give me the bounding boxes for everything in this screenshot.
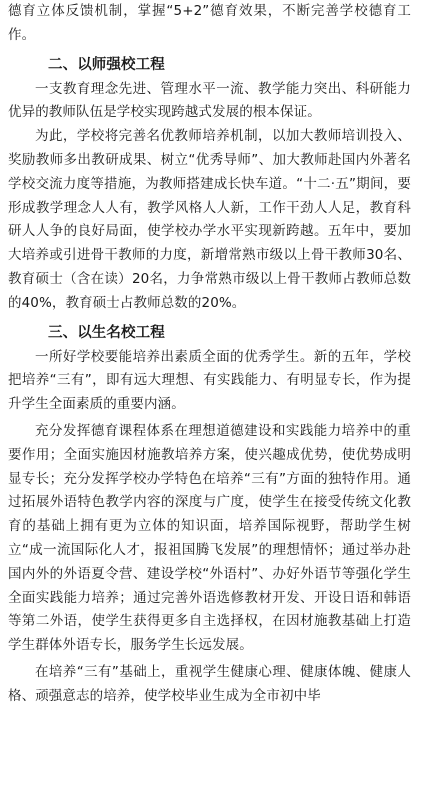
- paragraph-student-health: 在培养“三有”基础上，重视学生健康心理、健康体魄、健康人格、顽强意志的培养，使学校毕业生成为全市初中毕: [8, 663, 411, 704]
- paragraph-moral-education-end: 德育立体反馈机制，掌握“5+2”德育效果，不断完善学校德育工作。: [8, 3, 411, 43]
- section-heading-student-excellence: 三、以生名校工程: [48, 324, 165, 341]
- paragraph-teacher-training: 为此，学校将完善名优教师培养机制，以加大教师培训投入、奖励教师多出教研成果、树立“优秀导师”、加大教师赴国内外著名学校交流力度等措施，为教师搭建成长快车道。“十二·五”期间，要形成教学理念人人有，教学风格人人新，工作干劲人人足，教育科研人人争的良好局面，使学校办学水平实现新跨越。五年中，要加大培养或引进骨干教师的力度，新增常熟市级以上骨干教师30名、教育硕士（含在读）20名，力争常熟市级以上骨干教师占教师总数的40%，教育硕士占教师总数的20%。: [8, 128, 411, 311]
- paragraph-student-goals: 一所好学校要能培养出素质全面的优秀学生。新的五年，学校把培养“三有”，即有远大理想、有实践能力、有明显专长，作为提升学生全面素质的重要内涵。: [8, 348, 411, 413]
- section-heading-teacher-strengthening: 二、以师强校工程: [48, 56, 165, 73]
- paragraph-teacher-team: 一支教育理念先进、管理水平一流、教学能力突出、科研能力优异的教师队伍是学校实现跨越式发展的根本保证。: [8, 80, 411, 121]
- paragraph-curriculum-and-languages: 充分发挥德育课程体系在理想道德建设和实践能力培养中的重要作用；全面实施因材施教培养方案，使兴趣成优势，使优势成明显专长；充分发挥学校办学特色在培养“三有”方面的独特作用。通过拓展外语特色教学内容的深度与广度，使学生在接受传统文化教育的基础上拥有更为立体的知识面，培养国际视野，帮助学生树立“成一流国际化人才，报祖国腾飞发展”的理想情怀；通过举办赴国内外的外语夏令营、建设学校“外语村”、办好外语节等强化学生全面实践能力培养；通过完善外语选修教材开发、开设日语和韩语等第二外语，使学生获得更多自主选择权，在因材施教基础上打造学生群体外语专长，服务学生长远发展。: [8, 422, 411, 654]
